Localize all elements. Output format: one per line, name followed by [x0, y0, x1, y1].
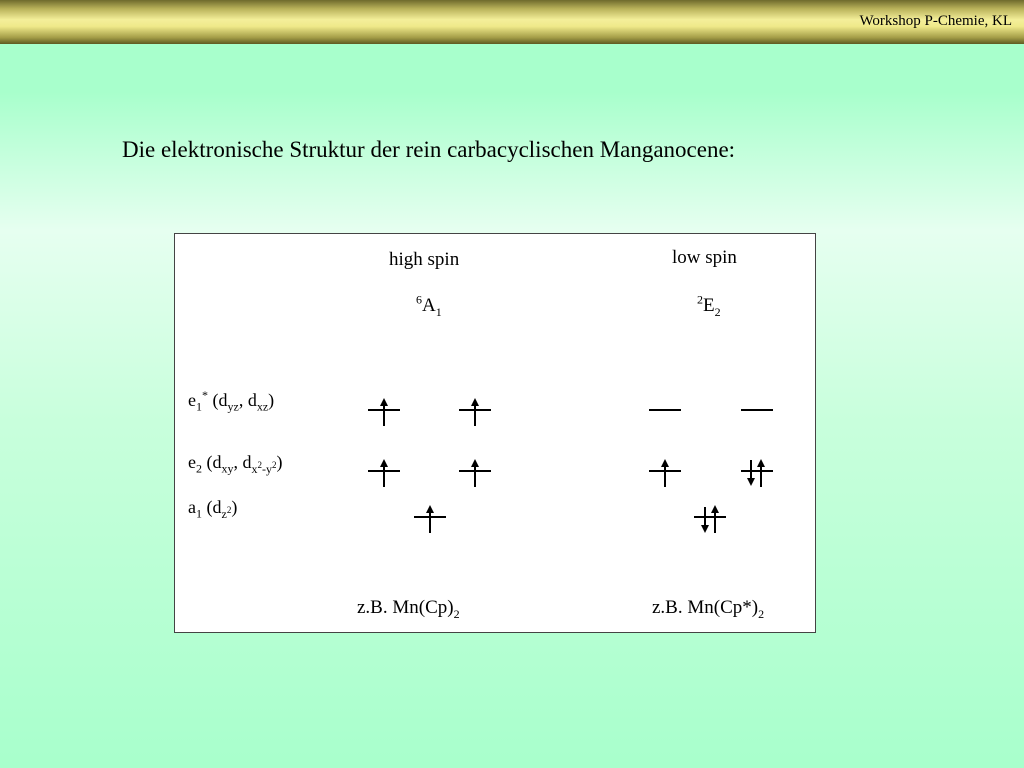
ls-e2-orbital-left — [649, 463, 681, 487]
low-spin-example: z.B. $Mn(Cp*)_2$ — [652, 597, 765, 621]
hs-a1-orbital — [414, 509, 446, 533]
level-label-e1: $e_1^*$ ($d_{yz}$, $d_{xz}$) — [188, 388, 275, 414]
header-text: Workshop P-Chemie, KL — [859, 13, 1012, 29]
orbital-diagram — [175, 234, 815, 632]
hs-e2-orbital-left — [368, 463, 400, 487]
high-spin-example: z.B. $Mn(Cp)_2$ — [357, 597, 460, 621]
hs-e2-orbital-right — [459, 463, 491, 487]
level-label-e2: $e_2$ ($d_{xy}$, $d_{x^2-y^2}$) — [188, 452, 283, 476]
ls-e2-orbital-right — [741, 460, 773, 487]
level-label-a1: $a_1$ $(d_{z^2})$ — [188, 497, 238, 521]
ls-a1-orbital — [694, 507, 726, 533]
mo-diagram-box — [174, 233, 816, 633]
low-spin-term: $^2E_2$ — [697, 292, 721, 319]
hs-e1-orbital-right — [459, 402, 491, 426]
page-title: Die elektronische Struktur der rein carbacyclischen Manganocene: — [122, 137, 736, 162]
high-spin-label: high spin — [389, 249, 460, 270]
header-bar — [0, 0, 1024, 44]
high-spin-term: $^6A_1$ — [416, 292, 442, 319]
hs-e1-orbital-left — [368, 402, 400, 426]
low-spin-label: low spin — [672, 247, 737, 268]
